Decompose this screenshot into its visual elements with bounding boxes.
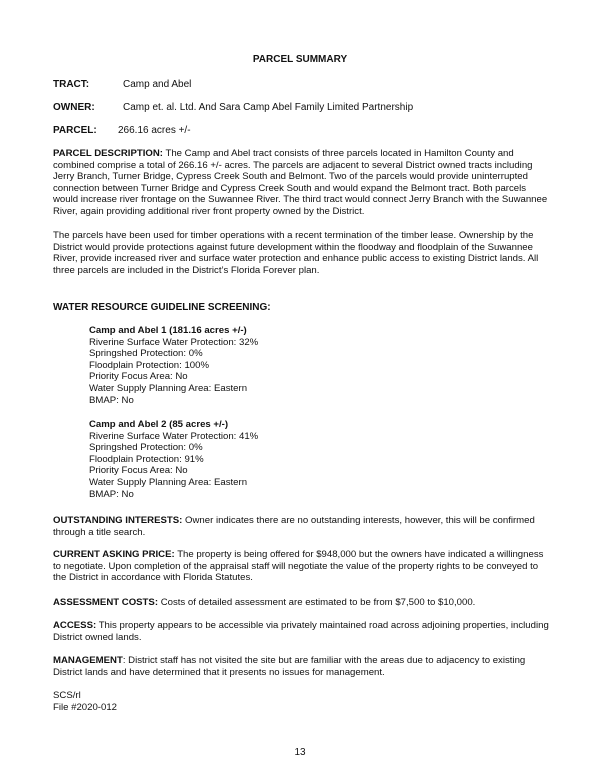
tract-1-line: Floodplain Protection: 100% — [89, 359, 209, 371]
parcel-value: 266.16 acres +/- — [118, 125, 191, 136]
owner-field — [53, 102, 413, 114]
parcel-label: PARCEL: — [53, 125, 97, 136]
owner-label: OWNER: — [53, 102, 95, 113]
tract-1-line: Priority Focus Area: No — [89, 371, 188, 383]
tract-value: Camp and Abel — [123, 79, 192, 90]
asking-price-label: CURRENT ASKING PRICE: — [53, 549, 175, 560]
tract-2-line: Springshed Protection: 0% — [89, 442, 203, 454]
tract-field — [53, 79, 191, 91]
tract-1-line: Springshed Protection: 0% — [89, 348, 203, 360]
management — [53, 655, 553, 678]
outstanding-interests — [53, 515, 553, 538]
owner-value: Camp et. al. Ltd. And Sara Camp Abel Family Limited Partnership — [123, 102, 414, 113]
tract-1-line: Riverine Surface Water Protection: 32% — [89, 336, 259, 348]
tract-2-line: Floodplain Protection: 91% — [89, 453, 204, 465]
tract-1-name: Camp and Abel 1 (181.16 acres +/-) — [89, 325, 247, 336]
tract-block-1 — [89, 325, 489, 406]
assessment-costs — [53, 597, 553, 609]
tract-block-2 — [89, 419, 489, 500]
tract-1-line: BMAP: No — [89, 394, 134, 406]
tract-2-line: Riverine Surface Water Protection: 41% — [89, 430, 259, 442]
page-title: PARCEL SUMMARY — [252, 54, 348, 65]
current-asking-price — [53, 549, 553, 584]
tract-2-line: BMAP: No — [89, 488, 134, 500]
initials: SCS/rl — [53, 690, 81, 701]
outstanding-interests-text: Owner indicates there are no outstanding interests, however, this will be confirmed through a title search. — [53, 515, 535, 538]
asking-price-text: The property is being offered for $948,000 but the owners have indicated a willingness to negotiate. Upon completion of the appraisal staff will negotiate the value of the property rights to be conveyed to the District in accordance with Florida Statutes. — [53, 549, 544, 584]
screening-heading: WATER RESOURCE GUIDELINE SCREENING: — [53, 302, 271, 313]
tract-label: TRACT: — [53, 79, 90, 90]
parcel-description-text: The Camp and Abel tract consists of three parcels located in Hamilton County and combined comprise a total of 266.16 +/- acres. The parcels are adjacent to several District owned tracts including Jerry Branch, Turner Bridge, Cypress Creek South and Belmont. Two of the parcels would provide uninterrupted connection between Turner Bridge and Cypress Creek South and would expand the Belmont tract. Both parcels would increase river frontage on the Suwannee River. The third tract would connect Jerry Branch with the Suwannee River, again providing additional river front property owned by the District. — [53, 148, 548, 217]
parcel-description-continued: The parcels have been used for timber operations with a recent termination of the timber lease. Ownership by the District would provide protections against future development within the floodway and floodplain of the Suwannee River, provide increased river and surface water protection and enhance public access to existing District lands. All three parcels are included in the District’s Florida Forever plan. — [53, 230, 539, 276]
tract-2-line: Priority Focus Area: No — [89, 465, 188, 477]
management-text: : District staff has not visited the site but are familiar with the areas due to adjacency to existing District lands and have determined that it presents no issues for management. — [53, 655, 526, 678]
tract-2-line: Water Supply Planning Area: Eastern — [89, 476, 248, 488]
parcel-description — [53, 148, 553, 218]
outstanding-interests-label: OUTSTANDING INTERESTS: — [53, 515, 183, 526]
tract-2-name: Camp and Abel 2 (85 acres +/-) — [89, 419, 229, 430]
file-number: File #2020-012 — [53, 702, 118, 713]
management-label: MANAGEMENT — [53, 655, 123, 666]
access-label: ACCESS: — [53, 620, 97, 631]
page-number: 13 — [294, 747, 306, 758]
assessment-costs-label: ASSESSMENT COSTS: — [53, 597, 159, 608]
parcel-field — [53, 125, 191, 137]
parcel-description-label: PARCEL DESCRIPTION: — [53, 148, 163, 159]
tract-1-line: Water Supply Planning Area: Eastern — [89, 382, 248, 394]
access-text: This property appears to be accessible via privately maintained road across adjoining properties, including District owned lands. — [53, 620, 549, 643]
assessment-costs-text: Costs of detailed assessment are estimated to be from $7,500 to $10,000. — [160, 597, 476, 608]
access — [53, 620, 553, 643]
